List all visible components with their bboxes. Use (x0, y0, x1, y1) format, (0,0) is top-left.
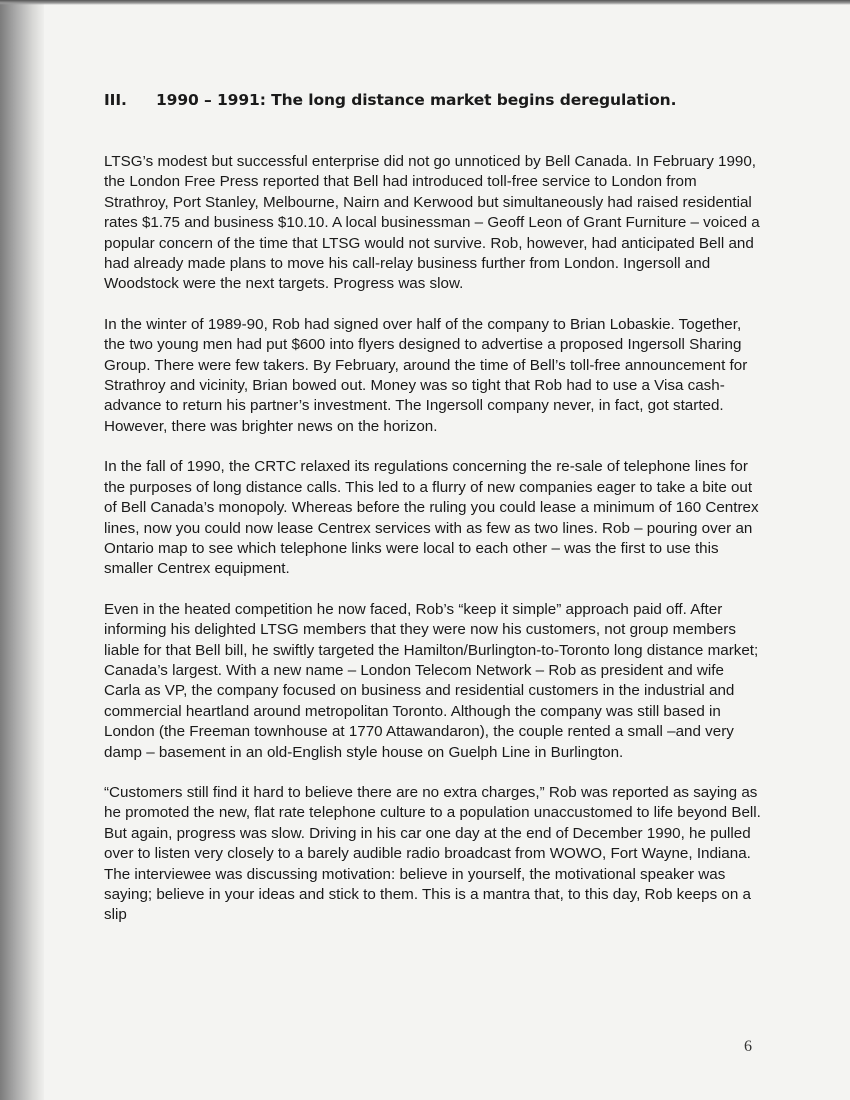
document-page (104, 90, 764, 946)
scan-shadow-edge (0, 0, 44, 1100)
paragraph-1: LTSG’s modest but successful enterprise did not go unnoticed by Bell Canada. In February 1990, the London Free Press reported that Bell had introduced toll-free service to London from Strathroy, Port Stanley, Melbourne, Nairn and Kerwood but simultaneously had raised residential rates $1.75 and business $10.10. A local businessman – Geoff Leon of Grant Furniture – voiced a popular concern of the time that LTSG would not survive. Rob, however, had anticipated Bell and had already made plans to move his call-relay business further from London. Ingersoll and Woodstock were the next targets. Progress was slow. (104, 153, 760, 293)
scan-top-edge (0, 0, 850, 5)
section-title: 1990 – 1991: The long distance market begins deregulation. (156, 91, 677, 109)
section-heading (104, 90, 764, 110)
page-number: 6 (744, 1038, 752, 1055)
paragraph-4: Even in the heated competition he now faced, Rob’s “keep it simple” approach paid off. After informing his delighted LTSG members that they were now his customers, not group members liable for that Bell bill, he swiftly targeted the Hamilton/Burlington-to-Toronto long distance market; Canada’s largest. With a new name – London Telecom Network – Rob as president and wife Carla as VP, the company focused on business and residential customers in the industrial and commercial heartland around metropolitan Toronto. Although the company was still based in London (the Freeman townhouse at 1770 Attawandaron), the couple rented a small –and very damp – basement in an old-English style house on Guelph Line in Burlington. (104, 600, 759, 761)
section-number: III. (104, 91, 127, 109)
paragraph-5: “Customers still find it hard to believe there are no extra charges,” Rob was reported as saying as he promoted the new, flat rate telephone culture to a population unaccustomed to life beyond Bell. But again, progress was slow. Driving in his car one day at the end of December 1990, he pulled over to listen very closely to a barely audible radio broadcast from WOWO, Fort Wayne, Indiana. The interviewee was discussing motivation: believe in yourself, the motivational speaker was saying; believe in your ideas and stick to them. This is a mantra that, to this day, Rob keeps on a slip (104, 783, 761, 924)
paragraph-2: In the winter of 1989-90, Rob had signed over half of the company to Brian Lobaskie. Together, the two young men had put $600 into flyers designed to advertise a proposed Ingersoll Sharing Group. There were few takers. By February, around the time of Bell’s toll-free announcement for Strathroy and vicinity, Brian bowed out. Money was so tight that Rob had to use a Visa cash-advance to return his partner’s investment. The Ingersoll company never, in fact, got started. However, there was brighter news on the horizon. (104, 315, 748, 435)
paragraph-3: In the fall of 1990, the CRTC relaxed its regulations concerning the re-sale of telephone lines for the purposes of long distance calls. This led to a flurry of new companies eager to take a bite out of Bell Canada’s monopoly. Whereas before the ruling you could lease a minimum of 160 Centrex lines, now you could now lease Centrex services with as few as two lines. Rob – pouring over an Ontario map to see which telephone links were local to each other – was the first to use this smaller Centrex equipment. (104, 458, 759, 578)
